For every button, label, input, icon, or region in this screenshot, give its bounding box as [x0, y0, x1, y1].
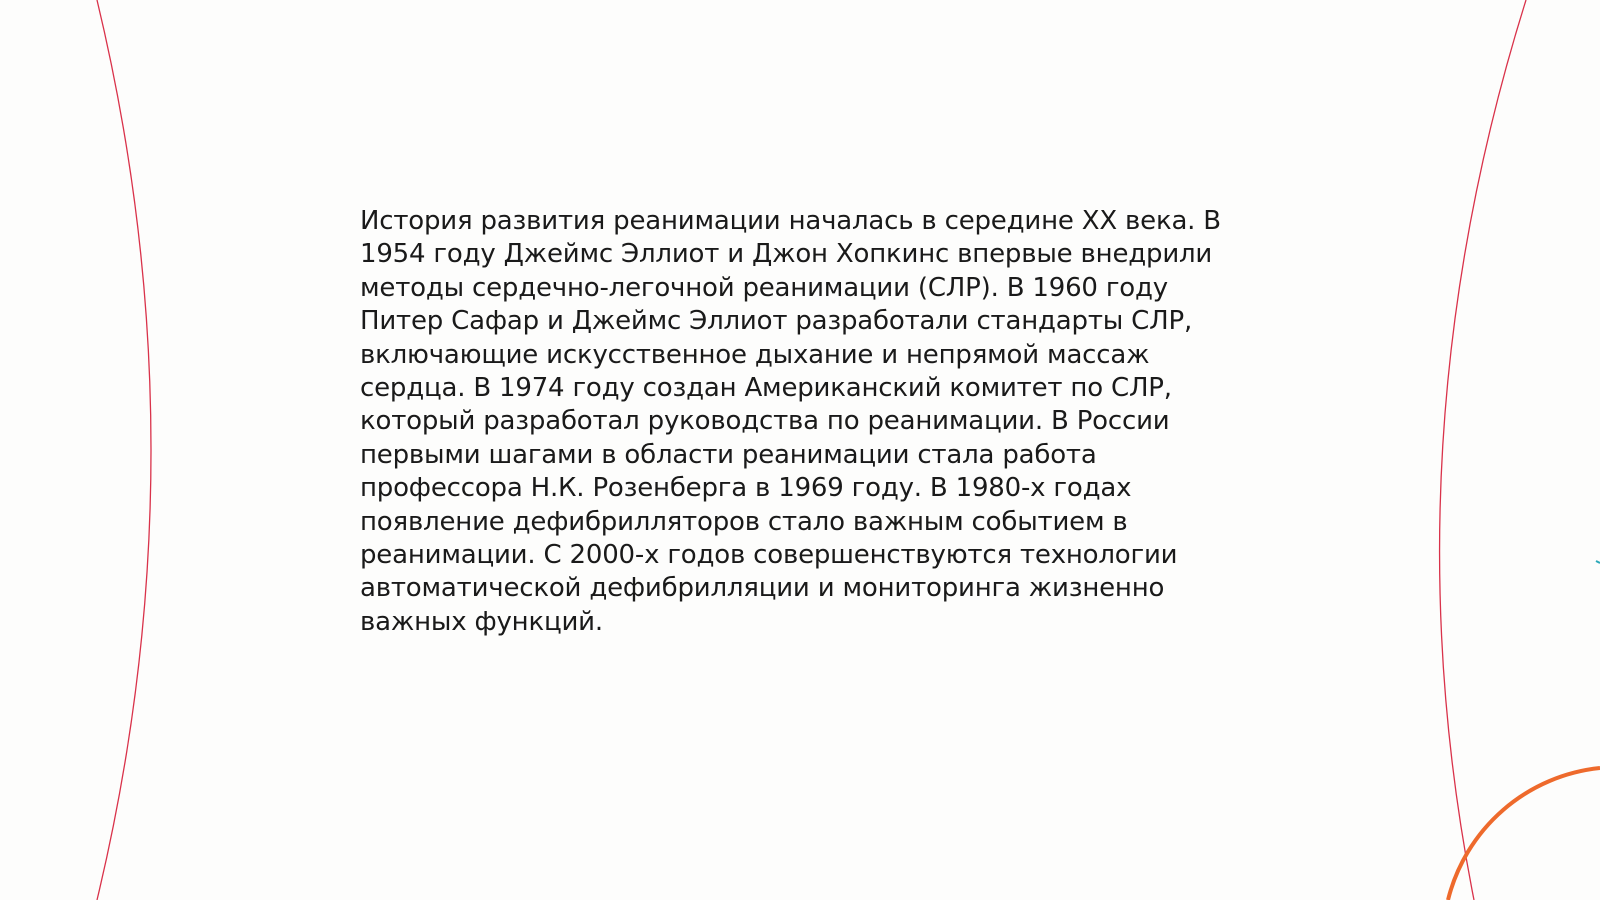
- teal-accent-mark: [1596, 561, 1600, 563]
- body-text-line: Питер Сафар и Джеймс Эллиот разработали стандарты СЛР,: [360, 306, 1193, 337]
- body-text-line: История развития реанимации началась в середине XX века. В: [360, 206, 1221, 236]
- right-curve-line: [1440, 0, 1526, 900]
- body-text-line: первыми шагами в области реанимации стала работа: [360, 439, 1097, 470]
- body-text-line: важных функций.: [360, 606, 603, 637]
- body-text-line: реанимации. С 2000-х годов совершенствуются технологии: [360, 540, 1178, 571]
- body-text-line: 1954 году Джеймс Эллиот и Джон Хопкинс впервые внедрили: [360, 239, 1213, 270]
- body-text-line: автоматической дефибрилляции и мониторинга жизненно: [360, 573, 1165, 604]
- left-curve-line: [97, 0, 151, 900]
- body-text-line: профессора Н.К. Розенберга в 1969 году. В 1980-х годах: [360, 473, 1132, 504]
- body-text-line: появление дефибрилляторов стало важным событием в: [360, 506, 1128, 537]
- body-text-line: включающие искусственное дыхание и непрямой массаж: [360, 339, 1150, 370]
- body-text: [360, 205, 1240, 639]
- body-text-line: сердца. В 1974 году создан Американский комитет по СЛР,: [360, 373, 1172, 404]
- body-text-line: методы сердечно-легочной реанимации (СЛР). В 1960 году: [360, 272, 1168, 303]
- body-text-line: который разработал руководства по реанимации. В России: [360, 406, 1170, 437]
